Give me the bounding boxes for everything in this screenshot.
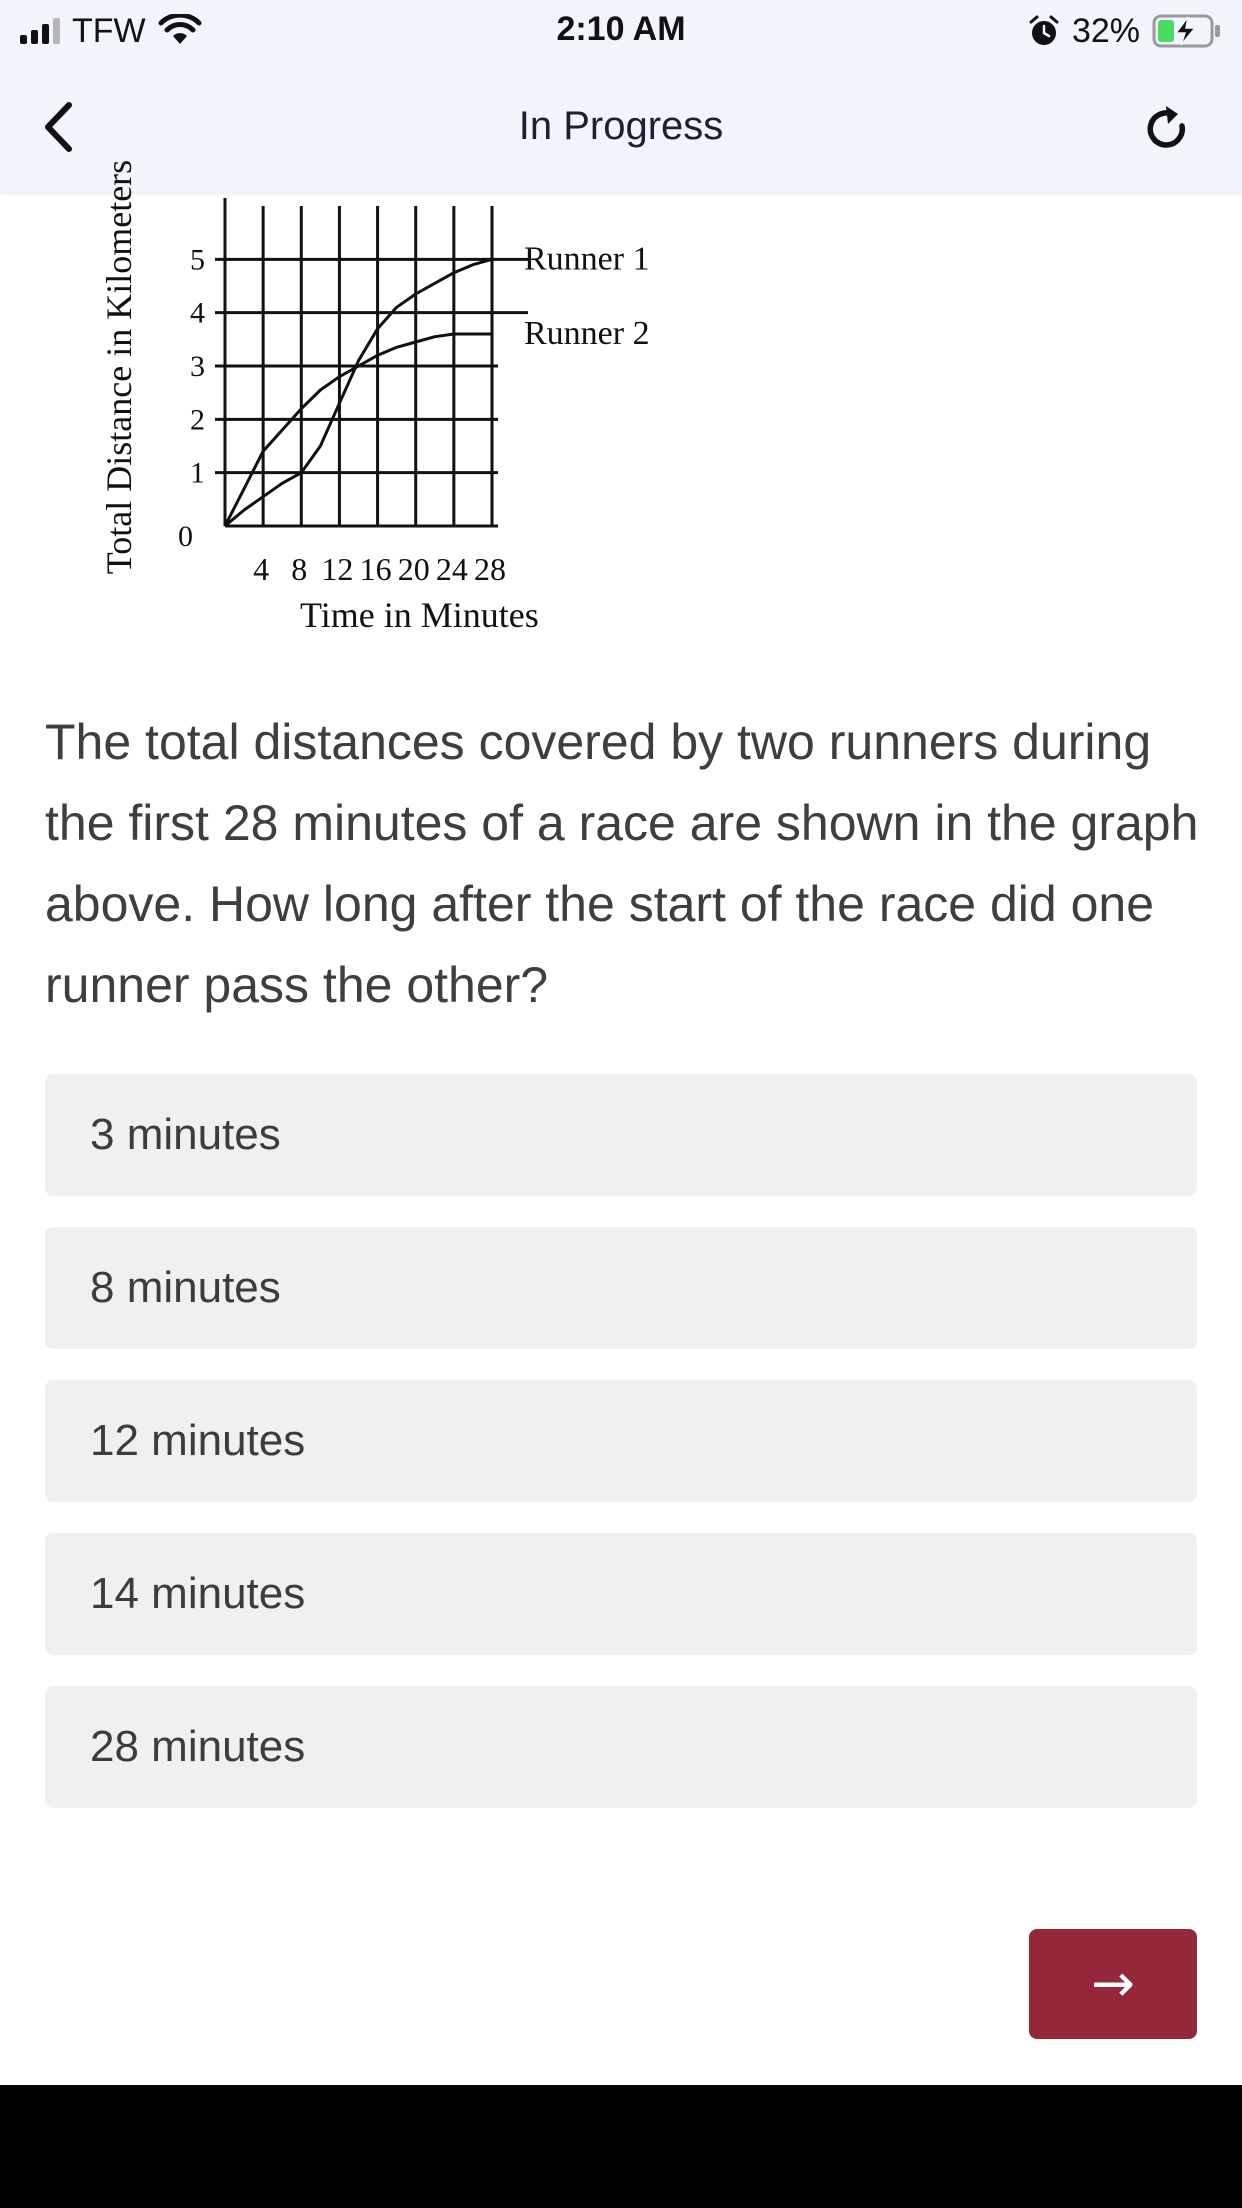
legend-label-1: Runner 1	[524, 240, 650, 278]
x-tick-label: 16	[359, 551, 392, 587]
chart-y-label: Total Distance in Kilometers	[99, 159, 140, 575]
refresh-icon	[1142, 104, 1192, 154]
y-tick-label: 3	[190, 350, 205, 383]
nav-bar	[0, 62, 1242, 192]
status-time: 2:10 AM	[556, 10, 686, 48]
refresh-button[interactable]	[1132, 94, 1202, 164]
next-button[interactable]: →	[1029, 1929, 1197, 2039]
y-tick-label: 4	[190, 296, 205, 330]
page-title: In Progress	[518, 104, 724, 148]
x-tick-label: 28	[474, 551, 506, 587]
alarm-icon	[1028, 14, 1060, 48]
y-tick-label: 2	[190, 403, 205, 437]
x-tick-label: 8	[291, 551, 308, 587]
x-tick-label: 24	[435, 551, 468, 587]
y-tick-label: 0	[178, 520, 193, 553]
status-bar	[0, 0, 1242, 62]
chart-plot	[60, 192, 820, 652]
bottom-bar	[0, 2085, 1242, 2208]
answer-option-1[interactable]: 3 minutes	[45, 1074, 1197, 1196]
answer-option-3[interactable]: 12 minutes	[45, 1380, 1197, 1502]
carrier-name: TFW	[72, 11, 146, 50]
status-right	[1028, 10, 1222, 52]
distance-time-chart	[60, 159, 820, 652]
x-tick-label: 12	[321, 551, 354, 587]
question-text: The total distances covered by two runners during the first 28 minutes of a race are shown in the graph above. How long after the start of the race did one runner pass the other?	[45, 714, 1199, 1013]
series-line-1	[225, 259, 492, 526]
answer-option-5[interactable]: 28 minutes	[45, 1686, 1197, 1808]
y-tick-label: 1	[190, 456, 205, 490]
legend-label-2: Runner 2	[524, 315, 650, 352]
answer-options	[45, 1074, 1197, 1839]
battery-percent: 32%	[1071, 11, 1140, 50]
chart-y-title	[75, 159, 165, 575]
y-tick-label: 5	[190, 243, 205, 277]
chart-x-label: Time in Minutes	[300, 595, 539, 635]
battery-charging-icon	[1152, 13, 1222, 49]
answer-option-4[interactable]: 14 minutes	[45, 1533, 1197, 1655]
x-tick-label: 4	[253, 551, 270, 587]
answer-option-2[interactable]: 8 minutes	[45, 1227, 1197, 1349]
x-tick-label: 20	[397, 551, 430, 587]
